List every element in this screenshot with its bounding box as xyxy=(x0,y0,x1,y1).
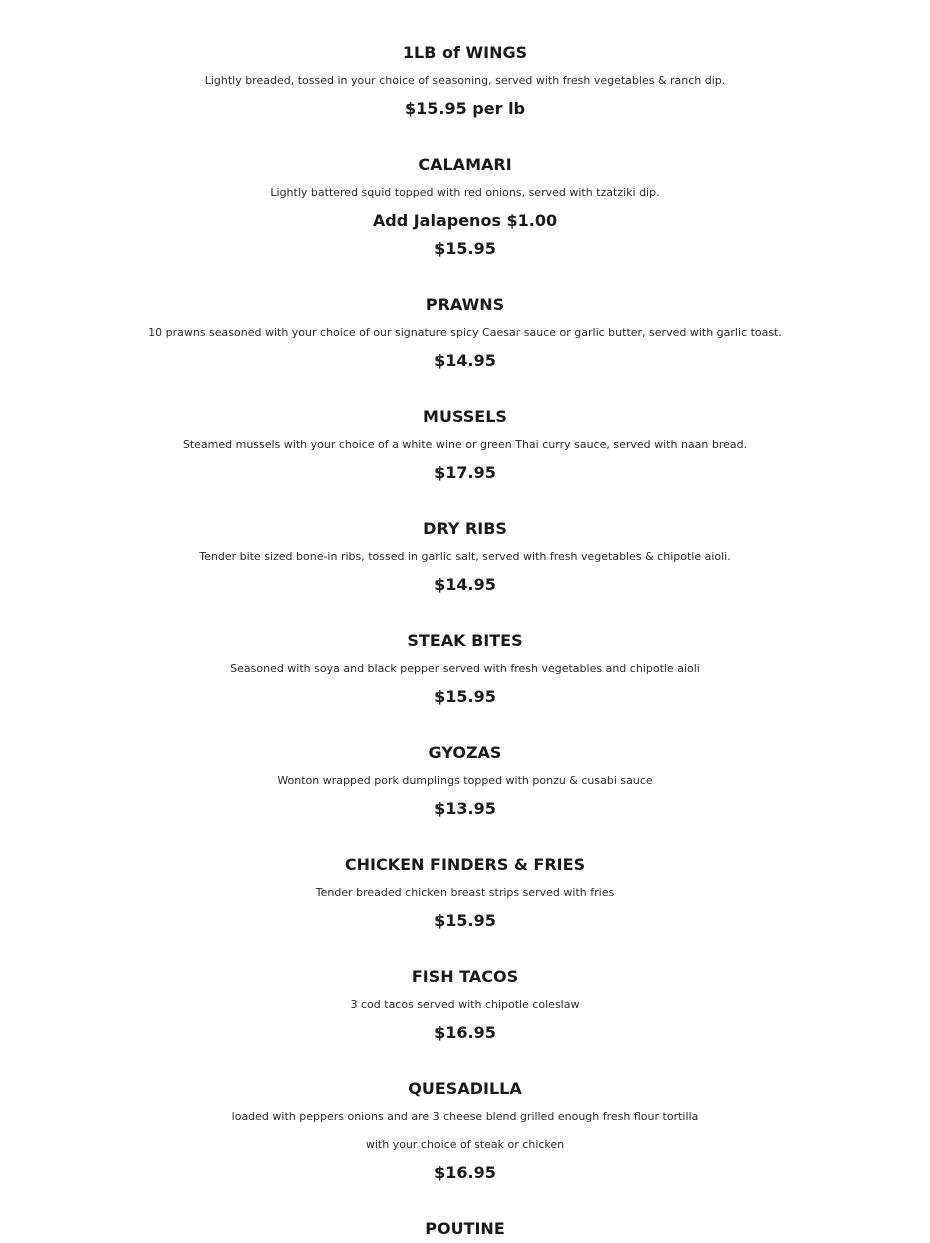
menu-item xyxy=(0,851,930,935)
menu-item xyxy=(0,627,930,711)
menu-item-description: Tender bite sized bone-in ribs, tossed in garlic salt, served with fresh vegetables & chipotle aioli. xyxy=(199,550,731,563)
menu-item xyxy=(0,291,930,375)
menu-item-price: $16.95 xyxy=(434,1023,496,1042)
menu-item-name: CHICKEN FINDERS & FRIES xyxy=(344,855,586,874)
menu-item-name: DRY RIBS xyxy=(423,519,507,538)
menu-item xyxy=(0,963,930,1047)
menu-item-description: Seasoned with soya and black pepper served with fresh vegetables and chipotle aioli xyxy=(230,662,700,675)
menu-item-price: $15.95 xyxy=(434,687,496,706)
menu-item-price: $15.95 per lb xyxy=(404,99,525,118)
menu-item-name: FISH TACOS xyxy=(411,967,519,986)
menu-item-price: $17.95 xyxy=(434,463,496,482)
menu-item-description: with your choice of steak or chicken xyxy=(365,1138,565,1151)
menu-item-name: POUTINE xyxy=(425,1219,505,1238)
menu-item-description: loaded with peppers onions and are 3 cheese blend grilled enough fresh flour tortilla xyxy=(231,1110,699,1123)
menu-item-price: $14.95 xyxy=(434,351,496,370)
menu-item-description: 3 cod tacos served with chipotle coleslaw xyxy=(350,998,580,1011)
menu-item-name: GYOZAS xyxy=(428,743,502,762)
menu-item-description: Wonton wrapped pork dumplings topped with ponzu & cusabi sauce xyxy=(277,774,653,787)
menu-item xyxy=(0,515,930,599)
menu-item-description: Lightly breaded, tossed in your choice of seasoning, served with fresh vegetables & ranch dip. xyxy=(204,74,726,87)
menu-item-name: 1LB of WINGS xyxy=(402,43,528,62)
menu-item-price: $14.95 xyxy=(434,575,496,594)
menu-item-name: MUSSELS xyxy=(423,407,507,426)
menu-item-price: $15.95 xyxy=(434,239,496,258)
menu-item-name: STEAK BITES xyxy=(407,631,523,650)
menu-item xyxy=(0,151,930,263)
menu-item-price: $15.95 xyxy=(434,911,496,930)
menu-item-price: $16.95 xyxy=(434,1163,496,1182)
menu-item-description: Steamed mussels with your choice of a white wine or green Thai curry sauce, served with naan bread. xyxy=(182,438,748,451)
menu-item xyxy=(0,1215,930,1243)
menu-item xyxy=(0,739,930,823)
menu-list xyxy=(0,39,930,1243)
menu-item-description: Lightly battered squid topped with red onions, served with tzatziki dip. xyxy=(270,186,660,199)
menu-item-description: Tender breaded chicken breast strips served with fries xyxy=(315,886,615,899)
menu-item-name: CALAMARI xyxy=(418,155,512,174)
menu-item xyxy=(0,39,930,123)
menu-item-name: PRAWNS xyxy=(425,295,505,314)
menu-item-description: 10 prawns seasoned with your choice of our signature spicy Caesar sauce or garlic butter, served with garlic toast. xyxy=(148,326,782,339)
menu-item-addon: Add Jalapenos $1.00 xyxy=(372,211,558,230)
menu-item-name: QUESADILLA xyxy=(408,1079,522,1098)
menu-item xyxy=(0,403,930,487)
menu-item xyxy=(0,1075,930,1187)
menu-item-price: $13.95 xyxy=(434,799,496,818)
